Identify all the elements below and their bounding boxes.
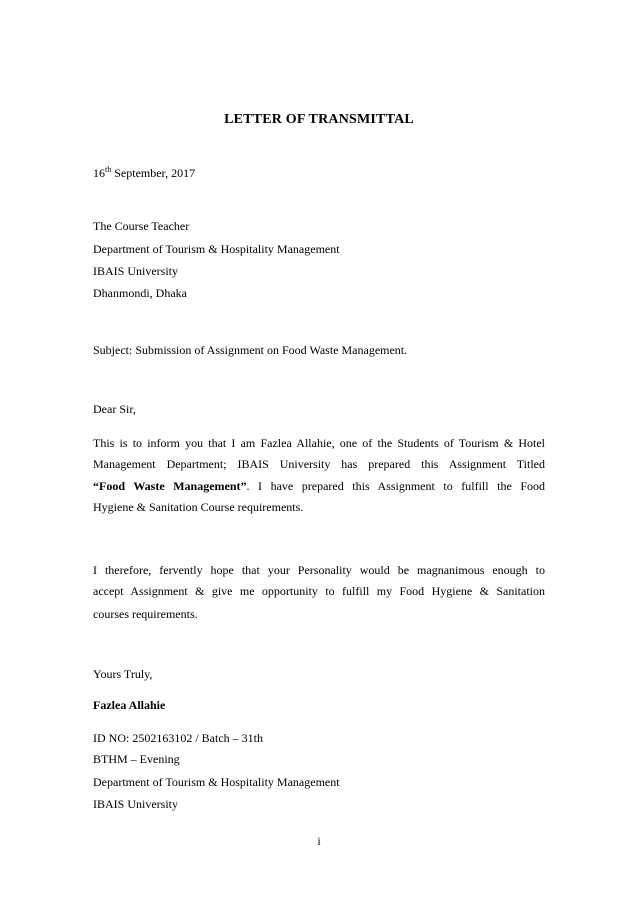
page-number: i [317,834,321,848]
recipient-line-4: Dhanmondi, Dhaka [93,286,187,300]
recipient-line-2: Department of Tourism & Hospitality Management [93,242,340,256]
para2-line-3: courses requirements. [93,607,198,621]
para2-line-2: accept Assignment & give me opportunity to fulfill my Food Hygiene & Sanitation [93,584,545,598]
page-title: LETTER OF TRANSMITTAL [224,112,414,127]
recipient-line-3: IBAIS University [93,264,178,278]
salutation: Dear Sir, [93,402,136,416]
closing: Yours Truly, [93,667,153,681]
para1-line-1: This is to inform you that I am Fazlea Allahie, one of the Students of Tourism & Hotel [93,436,545,450]
assignment-title: “Food Waste Management” [93,479,247,493]
date-day: 16 [93,166,105,180]
date-rest: September, 2017 [111,166,196,180]
letter-date [93,166,195,180]
date-suffix: th [105,165,112,174]
recipient-line-1: The Course Teacher [93,219,190,233]
para2-line-1: I therefore, fervently hope that your Personality would be magnanimous enough to [93,563,545,577]
signature-id: ID NO: 2502163102 / Batch – 31th [93,731,263,745]
signature-name: Fazlea Allahie [93,698,166,712]
signature-university: IBAIS University [93,797,178,811]
signature-department: Department of Tourism & Hospitality Management [93,775,340,789]
signature-program: BTHM – Evening [93,752,180,766]
para1-line-3 [93,479,545,493]
subject-line: Subject: Submission of Assignment on Food Waste Management. [93,343,408,357]
para1-line-3-rest: . I have prepared this Assignment to fulfill the Food [246,479,545,493]
para1-line-2: Management Department; IBAIS University has prepared this Assignment Titled [93,457,545,471]
para1-line-4: Hygiene & Sanitation Course requirements. [93,500,304,514]
